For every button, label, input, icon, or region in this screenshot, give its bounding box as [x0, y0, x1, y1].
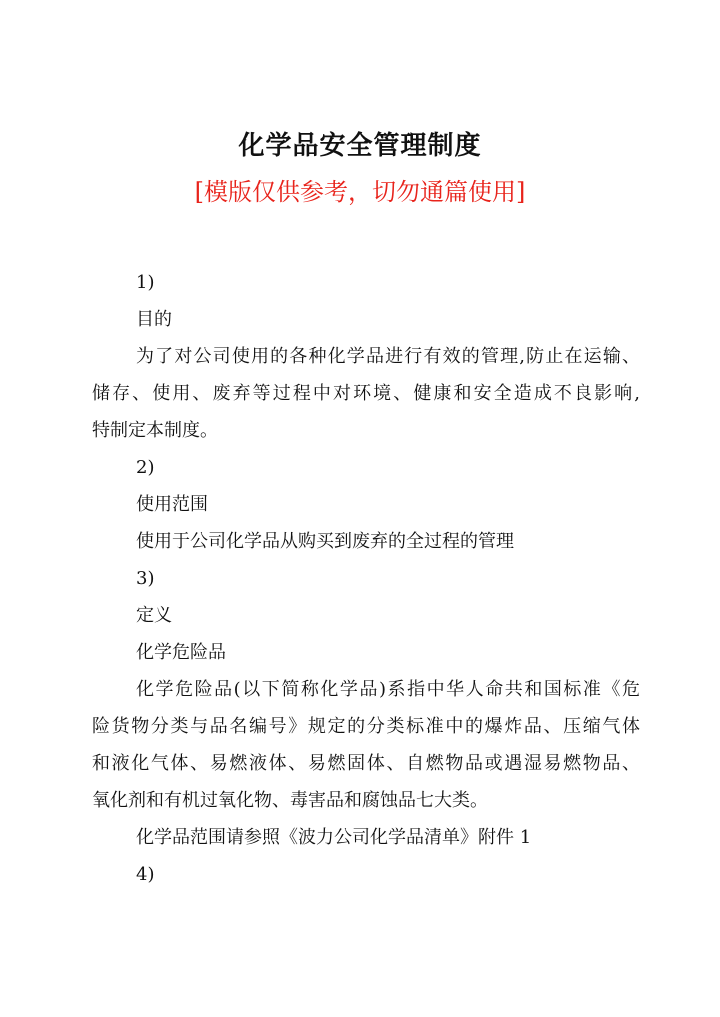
paragraph-line: 氧化剂和有机过氧化物、毒害品和腐蚀品七大类。 — [92, 790, 488, 811]
paragraph-line: 化学品范围请参照《波力公司化学品清单》附件 1 — [136, 827, 532, 848]
section-heading-scope: 使用范围 — [136, 494, 208, 515]
paragraph-line: 使用于公司化学品从购买到废弃的全过程的管理 — [136, 531, 514, 552]
paragraph-line: 特制定本制度。 — [92, 420, 218, 441]
paragraph-line: 为了对公司使用的各种化学品进行有效的管理,防止在运输、 — [136, 346, 640, 367]
section-heading-definition: 定义 — [136, 605, 172, 626]
paragraph-line: 化学危险品(以下简称化学品)系指中华人命共和国标准《危 — [136, 679, 640, 700]
section-number-1: 1) — [136, 272, 155, 293]
subsection-heading: 化学危险品 — [136, 642, 226, 663]
paragraph-line: 险货物分类与品名编号》规定的分类标准中的爆炸品、压缩气体 — [92, 716, 640, 737]
template-notice: [模版仅供参考，切勿通篇使用] — [194, 178, 526, 206]
section-number-4: 4) — [136, 864, 155, 885]
section-heading-purpose: 目的 — [136, 309, 172, 330]
paragraph-line: 储存、使用、废弃等过程中对环境、健康和安全造成不良影响, — [92, 383, 640, 404]
section-number-2: 2) — [136, 457, 155, 478]
section-number-3: 3) — [136, 568, 155, 589]
document-body — [92, 264, 640, 893]
document-title: 化学品安全管理制度 — [238, 131, 482, 161]
paragraph-line: 和液化气体、易燃液体、易燃固体、自燃物品或遇湿易燃物品、 — [92, 753, 640, 774]
